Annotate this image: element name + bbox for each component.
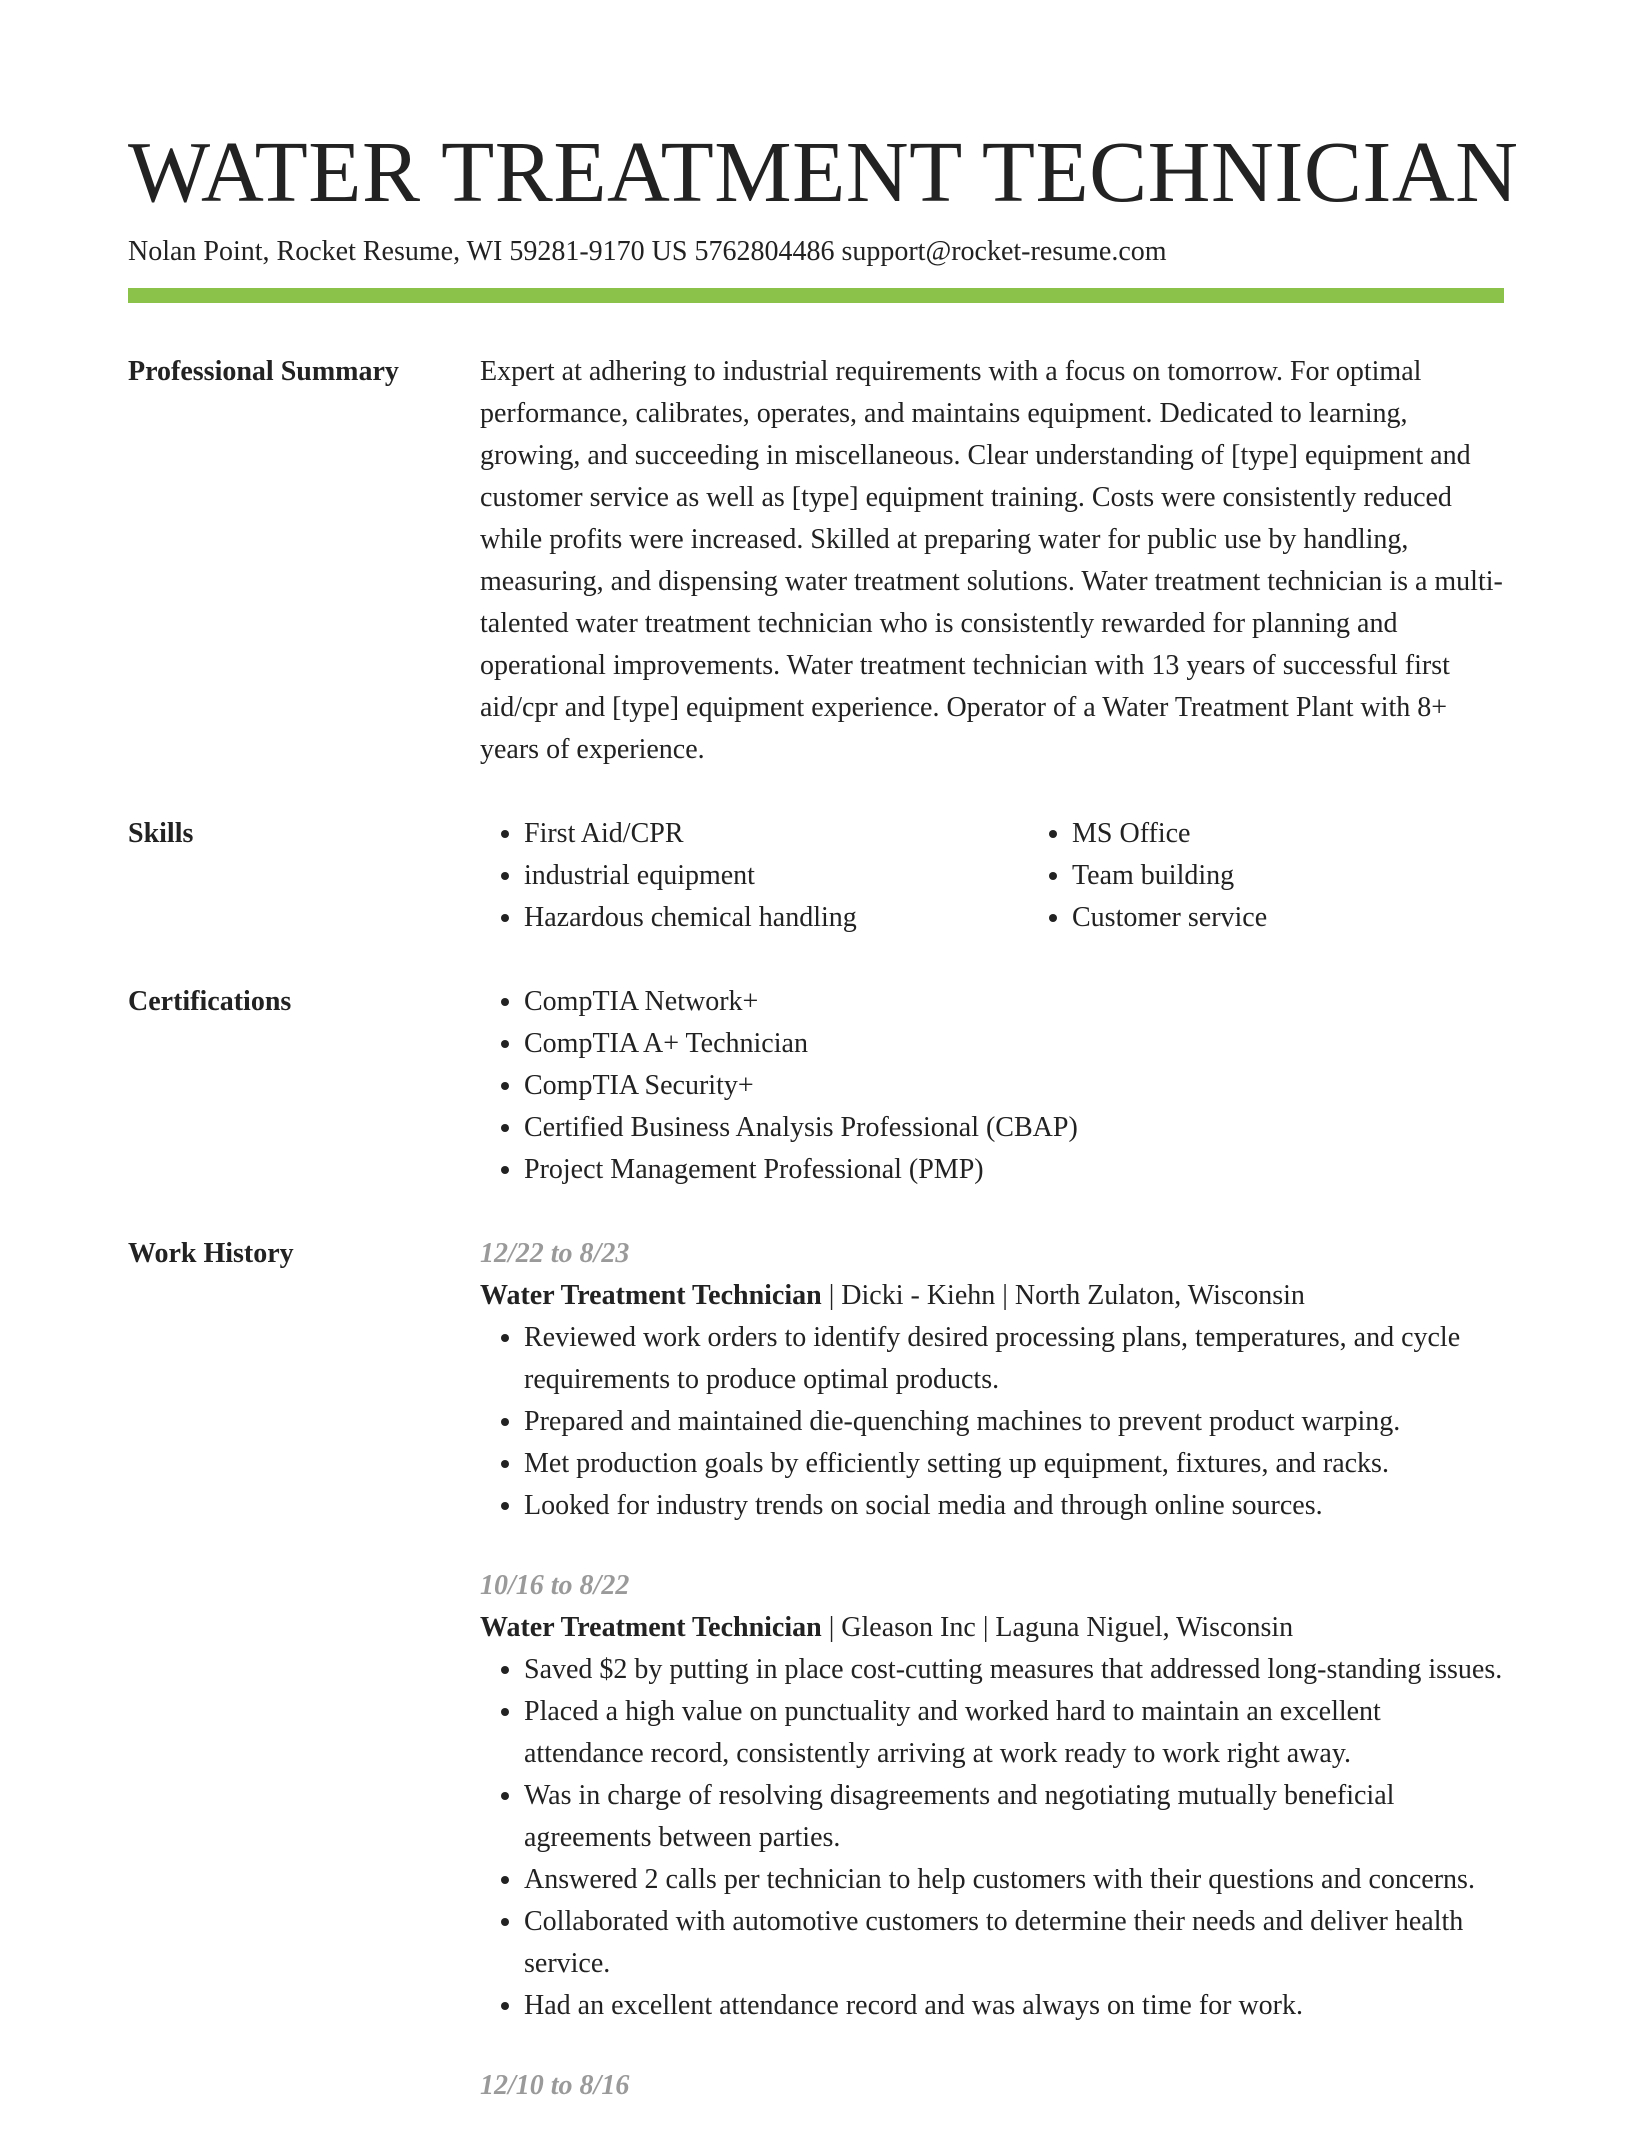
resume-page	[128, 0, 1519, 2145]
job-details: | Gleason Inc | Laguna Niguel, Wisconsin	[821, 1612, 1294, 1643]
job-details: | Dicki - Kiehn | North Zulaton, Wisconsin	[821, 1280, 1305, 1311]
skills-list-right	[1028, 813, 1576, 939]
skill-item: • Team building	[1072, 855, 1576, 897]
job-bullet: • Looked for industry trends on social media and through online sources.	[524, 1485, 1504, 1527]
certifications-list	[480, 981, 1504, 1191]
job-bullets	[480, 1317, 1504, 1527]
job-bullets	[480, 1649, 1504, 2027]
certifications-section	[128, 981, 1504, 1191]
skills-list-left	[480, 813, 1028, 939]
job-bullet: • Collaborated with automotive customers to determine their needs and deliver health service.	[524, 1901, 1504, 1985]
job-role: Water Treatment Technician	[480, 1612, 822, 1643]
section-title: Professional Summary	[128, 356, 399, 387]
job-bullet: • Was in charge of resolving disagreements and negotiating mutually beneficial agreements between parties.	[524, 1775, 1504, 1859]
skills-section	[128, 813, 1504, 939]
job-bullet: • Met production goals by efficiently setting up equipment, fixtures, and racks.	[524, 1443, 1504, 1485]
candidate-title: WATER TREATMENT TECHNICIAN	[128, 123, 1519, 220]
summary-text: Expert at adhering to industrial requirements with a focus on tomorrow. For optimal performance, calibrates, operates, and maintains equipment. Dedicated to learning, growing, and succeeding in miscellaneous. Clear understanding of [type] equipment and customer service as well as [type] equipment training. Costs were consistently reduced while profits were increased. Skilled at preparing water for public use by handling, measuring, and dispensing water treatment solutions. Water treatment technician is a multi-talented water treatment technician who is consistently rewarded for planning and operational improvements. Water treatment technician with 13 years of successful first aid/cpr and [type] equipment experience. Operator of a Water Treatment Plant with 8+ years of experience.	[480, 356, 1503, 765]
job-bullet: • Placed a high value on punctuality and worked hard to maintain an excellent attendance record, consistently arriving at work ready to work right away.	[524, 1691, 1504, 1775]
job-entry	[480, 2065, 1504, 2107]
job-date: 12/10 to 8/16	[480, 2070, 630, 2101]
work-history-section	[128, 1233, 1504, 2145]
job-bullet: • Prepared and maintained die-quenching machines to prevent product warping.	[524, 1401, 1504, 1443]
job-bullet: • Saved $2 by putting in place cost-cutting measures that addressed long-standing issues.	[524, 1649, 1504, 1691]
job-heading	[480, 1607, 1504, 1649]
job-date: 10/16 to 8/22	[480, 1570, 630, 1601]
certification-item: • CompTIA Security+	[524, 1065, 1504, 1107]
skill-item: • Customer service	[1072, 897, 1576, 939]
contact-line: Nolan Point, Rocket Resume, WI 59281-9170 US 5762804486 support@rocket-resume.com	[128, 236, 1167, 267]
certification-item: • Project Management Professional (PMP)	[524, 1149, 1504, 1191]
header-divider	[128, 288, 1504, 303]
job-date: 12/22 to 8/23	[480, 1238, 630, 1269]
job-bullet: • Reviewed work orders to identify desired processing plans, temperatures, and cycle requirements to produce optimal products.	[524, 1317, 1504, 1401]
section-title: Work History	[128, 1238, 294, 1269]
job-bullet: • Had an excellent attendance record and was always on time for work.	[524, 1985, 1504, 2027]
job-entry	[480, 1565, 1504, 2027]
job-entry	[480, 1233, 1504, 1527]
job-heading	[480, 1275, 1504, 1317]
section-title: Skills	[128, 818, 194, 849]
certification-item: • CompTIA Network+	[524, 981, 1504, 1023]
skill-item: • MS Office	[1072, 813, 1576, 855]
summary-section	[128, 351, 1504, 771]
job-role: Water Treatment Technician	[480, 1280, 822, 1311]
job-bullet: • Answered 2 calls per technician to help customers with their questions and concerns.	[524, 1859, 1504, 1901]
skill-item: • industrial equipment	[524, 855, 1028, 897]
section-title: Certifications	[128, 986, 292, 1017]
certification-item: • CompTIA A+ Technician	[524, 1023, 1504, 1065]
skill-item: • Hazardous chemical handling	[524, 897, 1028, 939]
skill-item: • First Aid/CPR	[524, 813, 1028, 855]
certification-item: • Certified Business Analysis Professional (CBAP)	[524, 1107, 1504, 1149]
